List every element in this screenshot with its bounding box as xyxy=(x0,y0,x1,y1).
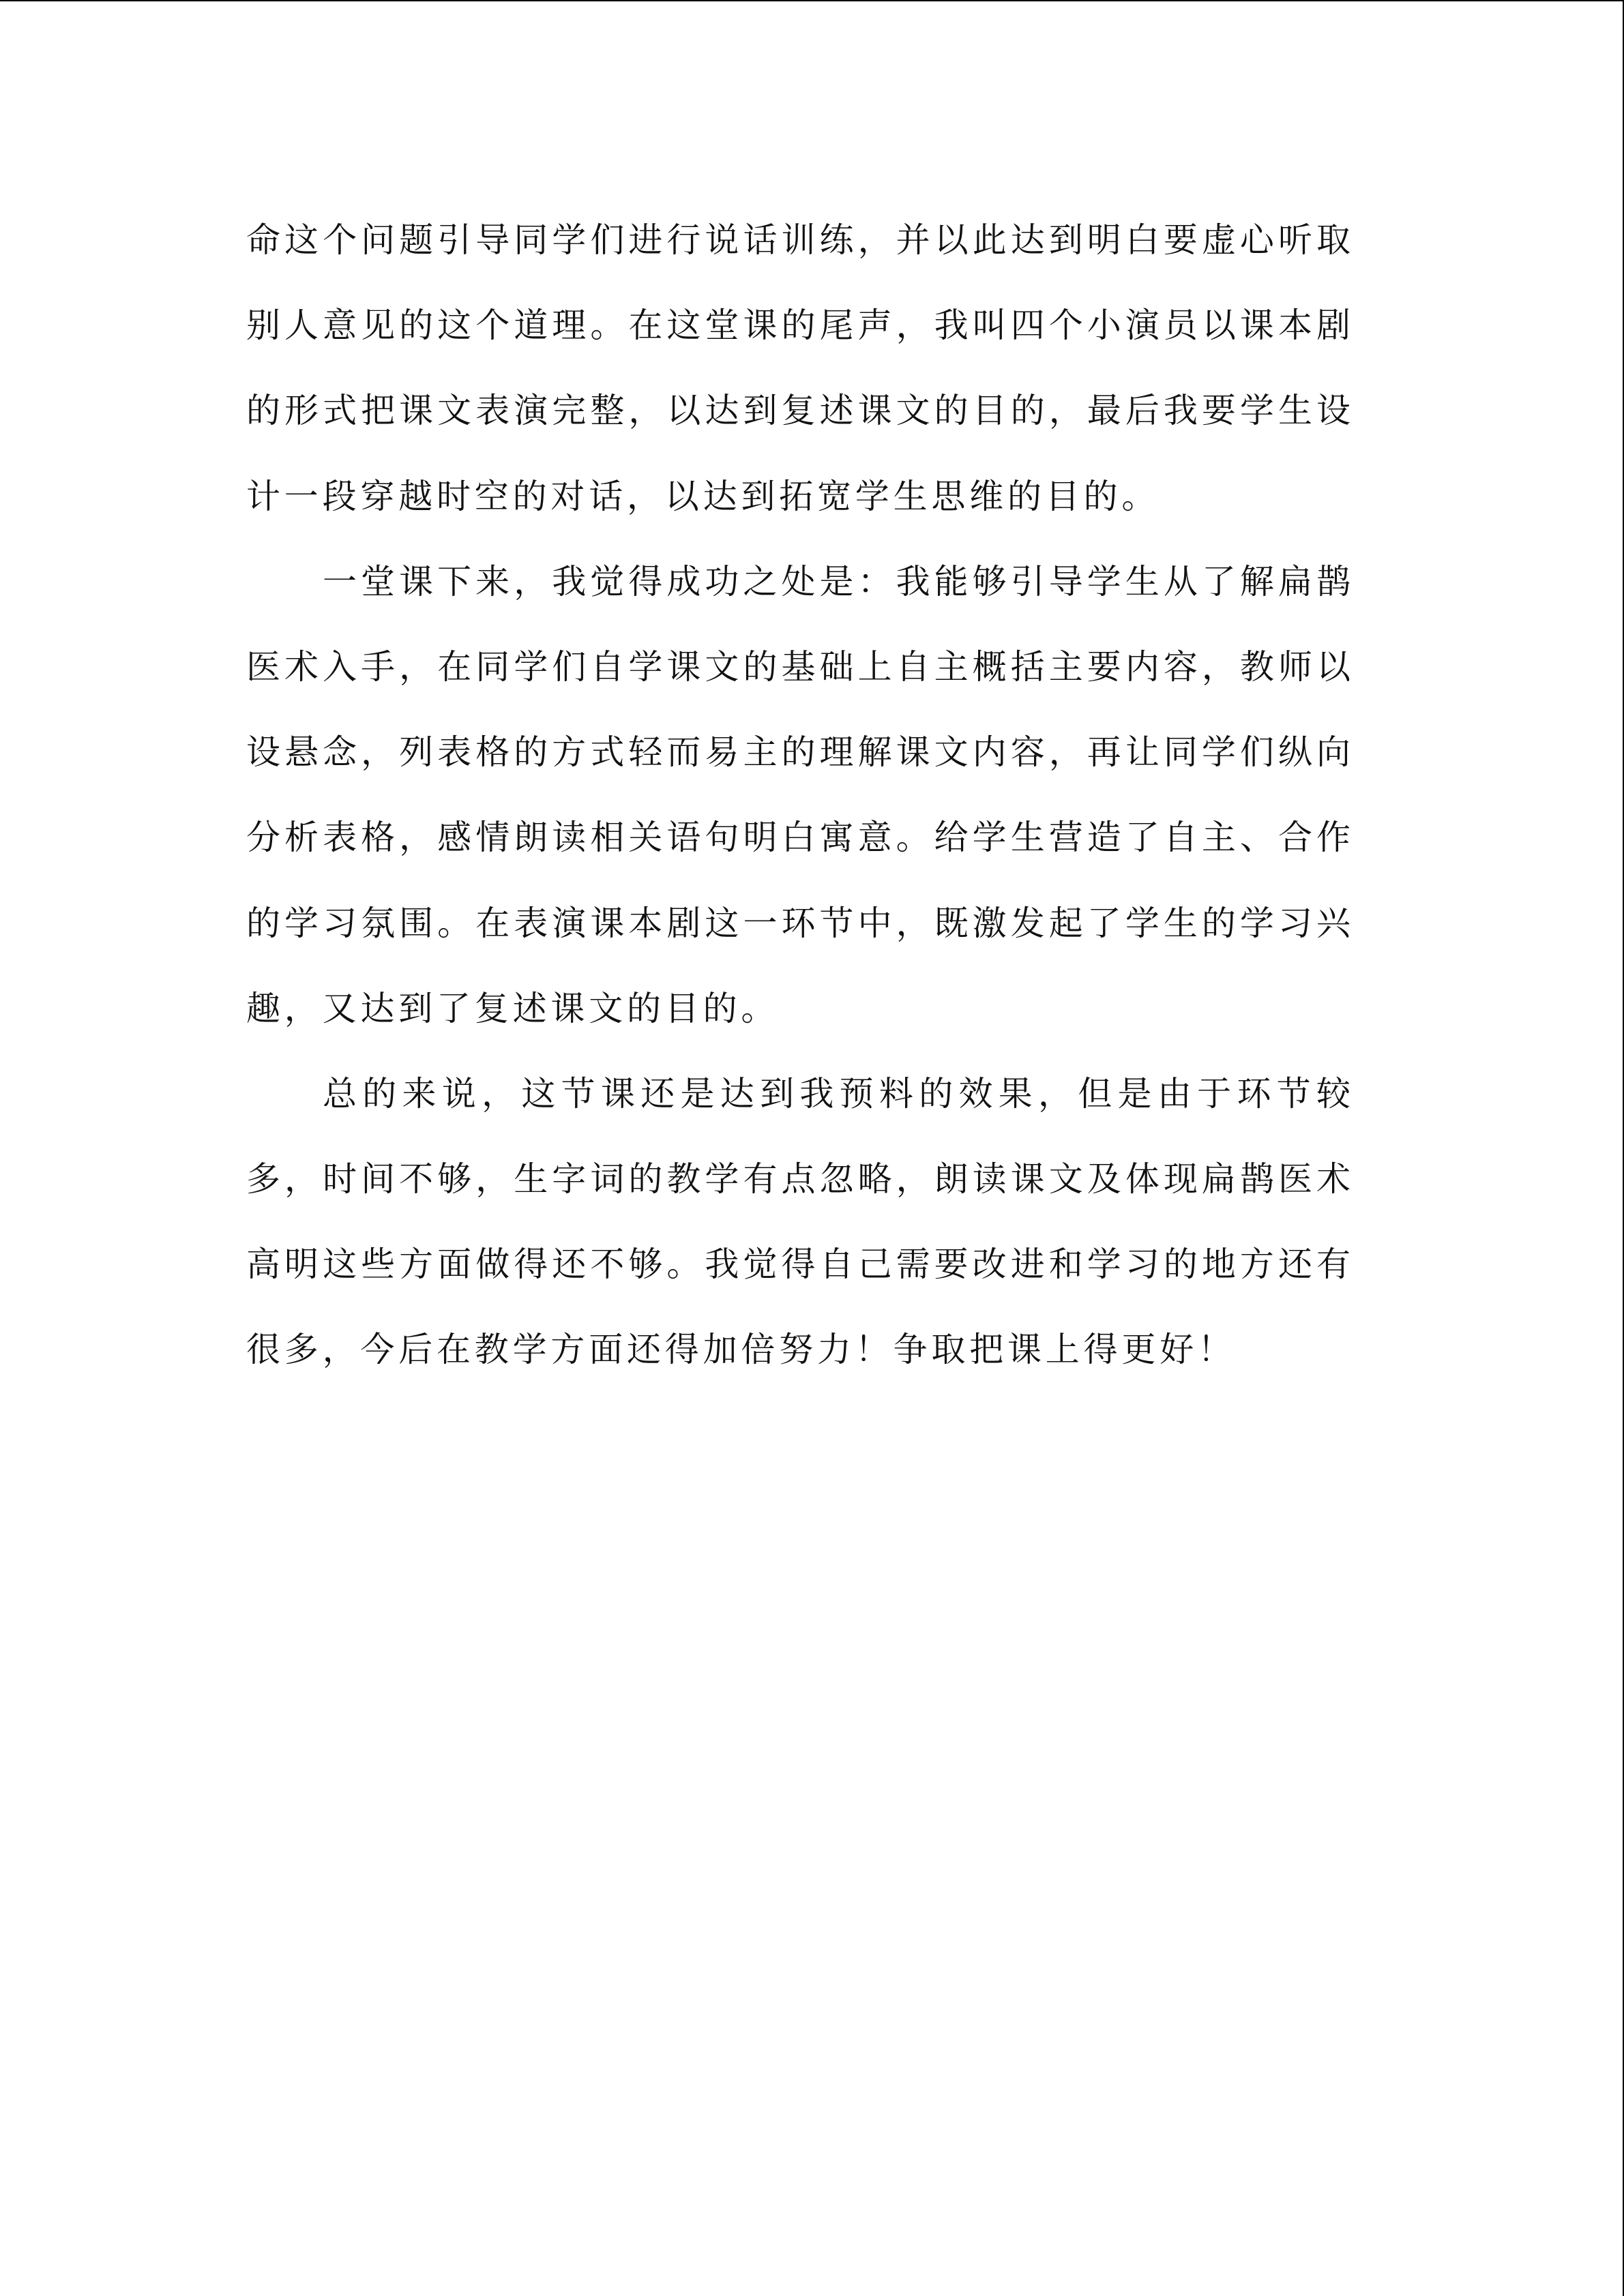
text-line: 命这个问题引导同学们进行说话训练，并以此达到明白要虚心听取 xyxy=(246,220,1350,260)
text-line: 趣，又达到了复述课文的目的。 xyxy=(246,988,780,1028)
document-page xyxy=(246,198,1350,1393)
text-line: 的学习氛围。在表演课本剧这一环节中，既激发起了学生的学习兴 xyxy=(246,903,1350,943)
text-line: 一堂课下来，我觉得成功之处是：我能够引导学生从了解扁鹊 xyxy=(323,561,1350,601)
text-line: 多，时间不够，生字词的教学有点忽略，朗读课文及体现扁鹊医术 xyxy=(246,1159,1350,1199)
paragraph xyxy=(246,1052,1350,1393)
text-line: 高明这些方面做得还不够。我觉得自己需要改进和学习的地方还有 xyxy=(246,1244,1350,1285)
text-line: 别人意见的这个道理。在这堂课的尾声，我叫四个小演员以课本剧 xyxy=(246,305,1350,346)
text-line: 总的来说，这节课还是达到我预料的效果，但是由于环节较 xyxy=(323,1073,1350,1114)
paragraph xyxy=(246,198,1350,539)
text-line: 计一段穿越时空的对话，以达到拓宽学生思维的目的。 xyxy=(246,476,1160,516)
text-line: 医术入手，在同学们自学课文的基础上自主概括主要内容，教师以 xyxy=(246,646,1350,687)
text-line: 分析表格，感情朗读相关语句明白寓意。给学生营造了自主、合作 xyxy=(246,818,1350,858)
paragraph xyxy=(246,539,1350,1052)
text-line: 设悬念，列表格的方式轻而易主的理解课文内容，再让同学们纵向 xyxy=(246,732,1350,773)
text-line: 很多，今后在教学方面还得加倍努力！争取把课上得更好！ xyxy=(246,1330,1236,1370)
text-line: 的形式把课文表演完整，以达到复述课文的目的，最后我要学生设 xyxy=(246,391,1350,431)
